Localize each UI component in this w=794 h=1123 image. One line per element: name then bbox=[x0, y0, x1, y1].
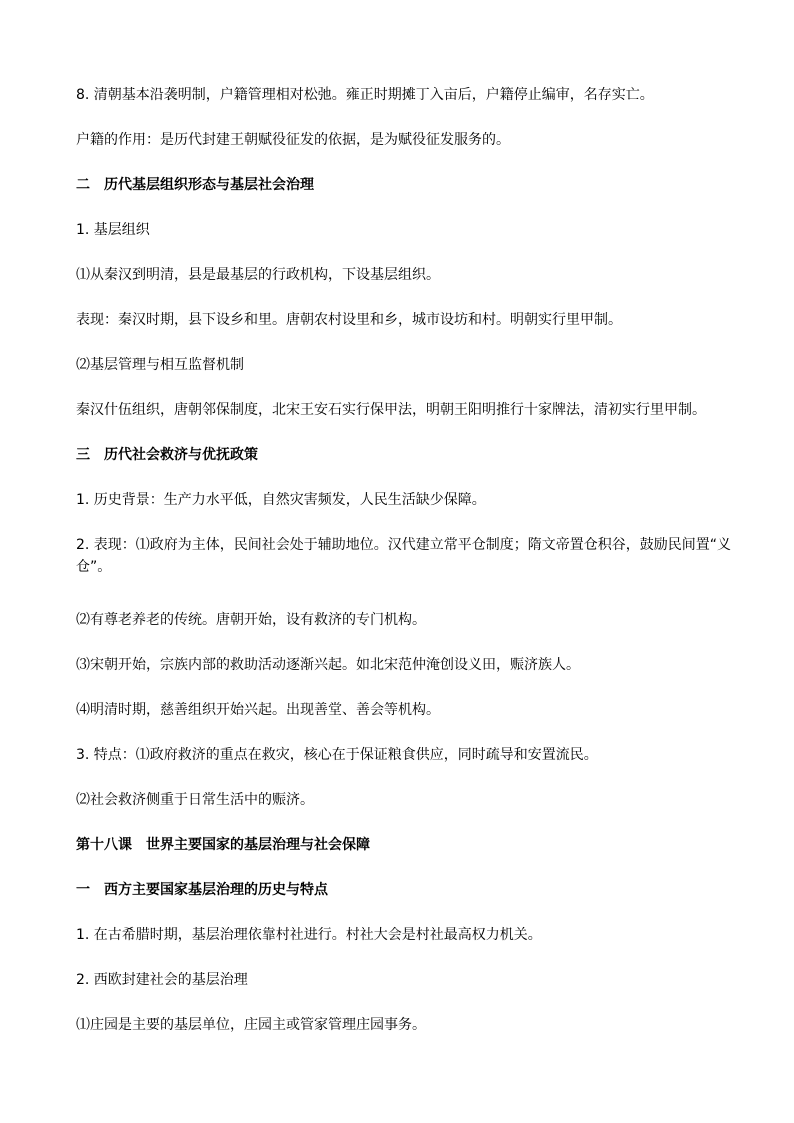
paragraph-manor: ⑴庄园是主要的基层单位，庄园主或管家管理庄园事务。 bbox=[76, 1017, 426, 1033]
paragraph-ancient-greece: 1. 在古希腊时期，基层治理依靠村社进行。村社大会是村社最高权力机关。 bbox=[76, 927, 542, 943]
paragraph-daily-relief: ⑵社会救济侧重于日常生活中的赈济。 bbox=[76, 792, 314, 808]
subheading-grassroots-organization: 1. 基层组织 bbox=[76, 222, 150, 238]
section-heading-grassroots-organization: 二 历代基层组织形态与基层社会治理 bbox=[76, 177, 314, 193]
paragraph-household-function: 户籍的作用：是历代封建王朝赋役征发的依据，是为赋役征发服务的。 bbox=[76, 132, 510, 148]
paragraph-relief-performance: 2. 表现：⑴政府为主体，民间社会处于辅助地位。汉代建立常平仓制度；隋文帝置仓积谷，鼓励民间置“义仓”。 bbox=[76, 537, 732, 575]
paragraph-qing-household: 8. 清朝基本沿袭明制，户籍管理相对松弛。雍正时期摊丁入亩后，户籍停止编审，名存实亡。 bbox=[76, 87, 654, 103]
paragraph-historical-background: 1. 历史背景：生产力水平低，自然灾害频发，人民生活缺少保障。 bbox=[76, 492, 486, 508]
paragraph-performance: 表现：秦汉时期，县下设乡和里。唐朝农村设里和乡，城市设坊和村。明朝实行里甲制。 bbox=[76, 312, 622, 328]
lesson-heading-eighteen: 第十八课 世界主要国家的基层治理与社会保障 bbox=[76, 837, 370, 853]
paragraph-western-europe: 2. 西欧封建社会的基层治理 bbox=[76, 972, 248, 988]
subheading-supervision-mechanism: ⑵基层管理与相互监督机制 bbox=[76, 357, 244, 373]
section-heading-western-governance: 一 西方主要国家基层治理的历史与特点 bbox=[76, 882, 328, 898]
paragraph-charity-organizations: ⑷明清时期，慈善组织开始兴起。出现善堂、善会等机构。 bbox=[76, 702, 440, 718]
section-heading-social-relief: 三 历代社会救济与优抚政策 bbox=[76, 447, 258, 463]
paragraph-elder-care: ⑵有尊老养老的传统。唐朝开始，设有救济的专门机构。 bbox=[76, 612, 426, 628]
paragraph-relief-features: 3. 特点：⑴政府救济的重点在救灾，核心在于保证粮食供应，同时疏导和安置流民。 bbox=[76, 747, 598, 763]
paragraph-supervision-systems: 秦汉什伍组织，唐朝邻保制度，北宋王安石实行保甲法，明朝王阳明推行十家牌法，清初实行里甲制。 bbox=[76, 402, 706, 418]
paragraph-clan-relief: ⑶宋朝开始，宗族内部的救助活动逐渐兴起。如北宋范仲淹创设义田，赈济族人。 bbox=[76, 657, 580, 673]
paragraph-county-level: ⑴从秦汉到明清，县是最基层的行政机构，下设基层组织。 bbox=[76, 267, 440, 283]
